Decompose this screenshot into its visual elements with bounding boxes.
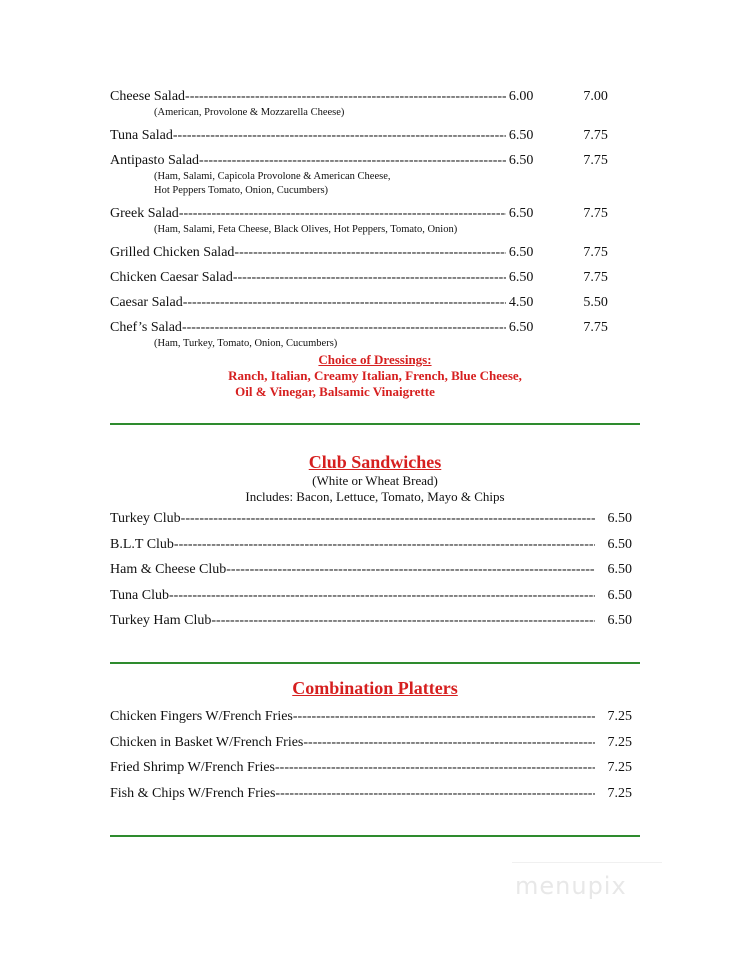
section-divider [110, 835, 640, 837]
name-with-leader [110, 735, 595, 751]
club-sandwiches-title: Club Sandwiches [308, 452, 442, 472]
salad-item [110, 245, 630, 262]
dot-leader [182, 320, 506, 336]
item-description: (American, Provolone & Mozzarella Cheese) [154, 107, 345, 118]
name-with-leader [110, 760, 595, 776]
menu-row [110, 588, 632, 614]
name-with-leader [110, 206, 506, 222]
salad-item [110, 206, 630, 237]
item-name: Chicken Fingers W/French Fries [110, 709, 293, 724]
dot-leader [185, 89, 506, 105]
price-large: 7.75 [583, 245, 608, 260]
salad-item [110, 320, 630, 351]
menu-row [110, 613, 632, 639]
dot-leader [234, 245, 505, 261]
item-price: 6.50 [607, 536, 632, 552]
price-small: 6.00 [508, 89, 534, 104]
item-name: Tuna Club [110, 587, 170, 603]
section-divider [110, 662, 640, 664]
dot-leader [211, 613, 595, 629]
combination-platters-title: Combination Platters [292, 678, 458, 698]
dressings-heading: Choice of Dressings: [318, 352, 432, 367]
dot-leader [183, 295, 506, 311]
name-with-leader [110, 270, 506, 286]
menu-row [110, 511, 632, 537]
price-small: 6.50 [508, 270, 534, 285]
menu-row [110, 760, 632, 786]
dressings-block [110, 352, 640, 400]
price-small: 6.50 [508, 245, 534, 260]
item-name: Caesar Salad [110, 295, 183, 310]
item-price: 7.25 [607, 709, 632, 724]
price-large: 7.00 [583, 89, 608, 104]
dot-leader [179, 206, 506, 222]
price-large: 7.75 [583, 206, 608, 221]
watermark-line [512, 862, 662, 863]
menu-row [110, 320, 630, 337]
price-small: 6.50 [508, 206, 534, 221]
item-name: Tuna Salad [110, 128, 173, 143]
dot-leader [174, 537, 595, 553]
menupix-watermark: menupix [515, 872, 627, 900]
dot-leader [303, 735, 595, 751]
dot-leader [169, 588, 595, 604]
dot-leader [199, 153, 506, 169]
menu-row [110, 786, 632, 812]
item-name: Greek Salad [110, 206, 179, 221]
item-name: Ham & Cheese Club [110, 562, 227, 577]
price-large: 7.75 [583, 128, 608, 143]
item-name: Fried Shrimp W/French Fries [110, 760, 276, 775]
menu-row [110, 562, 632, 588]
salad-item [110, 89, 630, 120]
name-with-leader [110, 320, 506, 336]
price-large: 5.50 [583, 295, 608, 310]
item-price: 6.50 [607, 613, 632, 628]
item-price: 6.50 [607, 562, 632, 577]
price-small: 6.50 [508, 128, 534, 143]
dot-leader [293, 709, 595, 725]
price-small: 6.50 [508, 153, 534, 168]
section-divider [110, 423, 640, 425]
price-small: 4.50 [508, 295, 534, 310]
name-with-leader [110, 562, 595, 578]
item-name: Turkey Club [110, 511, 181, 526]
dot-leader [226, 562, 595, 578]
club-bread-note: (White or Wheat Bread) [312, 473, 438, 488]
menu-row [110, 153, 630, 170]
dot-leader [275, 760, 595, 776]
item-name: B.L.T Club [110, 536, 174, 552]
name-with-leader [110, 245, 506, 261]
menu-row [110, 270, 630, 287]
item-price: 7.25 [607, 734, 632, 750]
menu-row [110, 295, 630, 312]
price-large: 7.75 [583, 153, 608, 168]
item-name: Antipasto Salad [110, 153, 200, 168]
name-with-leader [110, 613, 595, 629]
item-price: 7.25 [607, 760, 632, 775]
item-description: (Ham, Salami, Feta Cheese, Black Olives, Hot Peppers, Tomato, Onion) [154, 224, 458, 235]
menu-row [110, 128, 630, 145]
name-with-leader [110, 89, 506, 105]
name-with-leader [110, 295, 506, 311]
item-name: Chef’s Salad [110, 320, 182, 335]
name-with-leader [110, 128, 506, 144]
menu-row [110, 206, 630, 223]
item-price: 7.25 [607, 785, 632, 801]
menu-row [110, 709, 632, 735]
dot-leader [181, 511, 595, 527]
salad-item [110, 295, 630, 312]
dot-leader [233, 270, 506, 286]
name-with-leader [110, 537, 595, 553]
salad-list [110, 89, 630, 359]
name-with-leader [110, 588, 595, 604]
price-large: 7.75 [583, 320, 608, 335]
salad-item [110, 153, 630, 198]
dot-leader [173, 128, 506, 144]
item-description: (Ham, Turkey, Tomato, Onion, Cucumbers) [154, 338, 338, 349]
item-name: Fish & Chips W/French Fries [110, 785, 276, 801]
item-price: 6.50 [607, 587, 632, 603]
salad-item [110, 128, 630, 145]
salad-item [110, 270, 630, 287]
club-includes-note: Includes: Bacon, Lettuce, Tomato, Mayo & Chips [245, 489, 505, 504]
menu-row [110, 537, 632, 563]
menu-row [110, 89, 630, 106]
item-price: 6.50 [607, 511, 632, 526]
menu-row [110, 735, 632, 761]
item-description: Hot Peppers Tomato, Onion, Cucumbers) [154, 185, 329, 196]
name-with-leader [110, 153, 506, 169]
price-large: 7.75 [583, 270, 608, 285]
item-name: Turkey Ham Club [110, 613, 212, 628]
item-description: (Ham, Salami, Capicola Provolone & American Cheese, [154, 171, 391, 182]
dressings-line-2: Oil & Vinegar, Balsamic Vinaigrette [235, 384, 435, 399]
dressings-line-1: Ranch, Italian, Creamy Italian, French, Blue Cheese, [228, 368, 522, 383]
platter-list [110, 709, 632, 811]
dot-leader [275, 786, 595, 802]
menu-row [110, 245, 630, 262]
item-name: Grilled Chicken Salad [110, 245, 235, 260]
item-name: Cheese Salad [110, 89, 186, 104]
price-small: 6.50 [508, 320, 534, 335]
item-name: Chicken in Basket W/French Fries [110, 734, 304, 750]
name-with-leader [110, 709, 595, 725]
item-name: Chicken Caesar Salad [110, 270, 233, 285]
name-with-leader [110, 511, 595, 527]
name-with-leader [110, 786, 595, 802]
club-list [110, 511, 632, 639]
